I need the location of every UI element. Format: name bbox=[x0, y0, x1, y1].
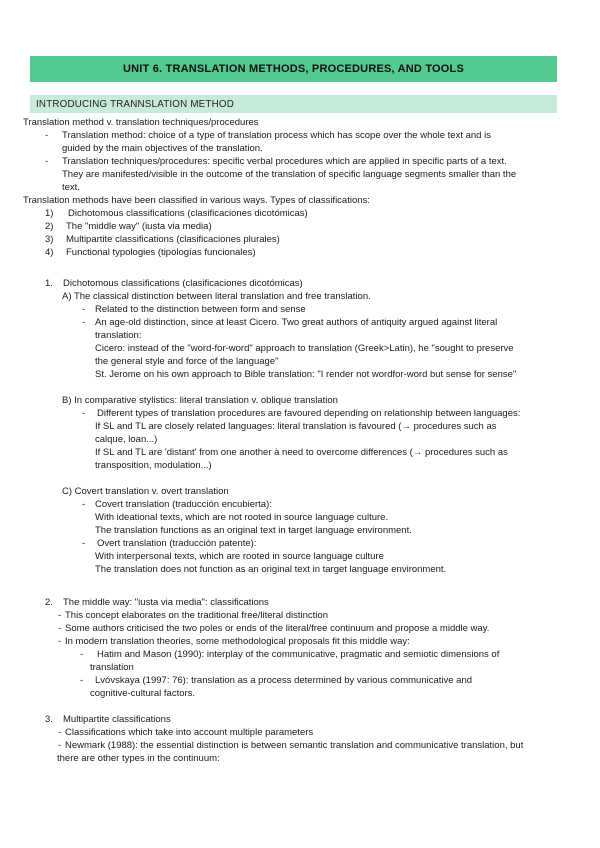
doc-line-text: A) The classical distinction between literal translation and free translation. bbox=[62, 291, 371, 302]
doc-line-text: Translation method: choice of a type of translation process which has scope over the whole text and is bbox=[62, 130, 491, 141]
bullet-marker: - bbox=[82, 408, 86, 419]
doc-line bbox=[0, 342, 600, 355]
doc-line-text: cognitive-cultural factors. bbox=[90, 688, 196, 699]
doc-line bbox=[0, 246, 600, 259]
doc-line bbox=[0, 303, 600, 316]
doc-line bbox=[0, 648, 600, 661]
doc-line-text: Classifications which take into account multiple parameters bbox=[65, 727, 314, 738]
doc-line-text: calque, loan...) bbox=[95, 434, 158, 445]
doc-line-text: Covert translation (traducción encubierta): bbox=[95, 499, 272, 510]
doc-line bbox=[0, 290, 600, 303]
doc-line bbox=[0, 329, 600, 342]
doc-line-text: B) In comparative stylistics: literal translation v. oblique translation bbox=[62, 395, 338, 406]
doc-line bbox=[0, 498, 600, 511]
doc-line-text: there are other types in the continuum: bbox=[57, 753, 220, 764]
doc-line bbox=[0, 687, 600, 700]
doc-line-text: In modern translation theories, some methodological proposals fit this middle way: bbox=[65, 636, 410, 647]
doc-line bbox=[0, 550, 600, 563]
doc-line bbox=[0, 726, 600, 739]
doc-line bbox=[0, 661, 600, 674]
doc-line-text: The translation does not function as an original text in target language environment. bbox=[95, 564, 447, 575]
doc-line bbox=[0, 168, 600, 181]
doc-line-text: Dichotomous classifications (clasificaciones dicotómicas) bbox=[63, 278, 303, 289]
doc-line bbox=[0, 194, 600, 207]
doc-line bbox=[0, 713, 600, 726]
doc-line bbox=[0, 316, 600, 329]
section-header-bar bbox=[30, 95, 557, 113]
doc-line bbox=[0, 355, 600, 368]
doc-line bbox=[0, 116, 600, 129]
unit-title: UNIT 6. TRANSLATION METHODS, PROCEDURES, AND TOOLS bbox=[122, 63, 465, 75]
doc-line-text: Multipartite classifications bbox=[63, 714, 171, 725]
bullet-marker: - bbox=[58, 727, 62, 738]
doc-line bbox=[0, 563, 600, 576]
bullet-marker: - bbox=[82, 499, 86, 510]
doc-line bbox=[0, 674, 600, 687]
doc-line-text: They are manifested/visible in the outcome of the translation of specific language segments smaller than the bbox=[62, 169, 517, 180]
bullet-marker: - bbox=[58, 610, 62, 621]
doc-line-text: translation: bbox=[95, 330, 142, 341]
doc-line-text: An age-old distinction, since at least Cicero. Two great authors of antiquity argued against literal bbox=[95, 317, 498, 328]
doc-line bbox=[0, 459, 600, 472]
doc-line bbox=[0, 368, 600, 381]
doc-line bbox=[0, 739, 600, 752]
doc-line-text: If SL and TL are closely related languages: literal translation is favoured (→ procedures such as bbox=[95, 421, 497, 432]
doc-line bbox=[0, 129, 600, 142]
doc-line bbox=[0, 524, 600, 537]
doc-line-text: translation bbox=[90, 662, 134, 673]
bullet-marker: - bbox=[58, 636, 62, 647]
doc-line bbox=[0, 142, 600, 155]
doc-line-text: Dichotomous classifications (clasificaciones dicotómicas) bbox=[68, 208, 308, 219]
doc-line bbox=[0, 485, 600, 498]
doc-line-text: If SL and TL are 'distant' from one another à need to overcome differences (→ procedures such as bbox=[95, 447, 508, 458]
doc-line-text: Some authors criticised the two poles or ends of the literal/free continuum and propose a middle way. bbox=[65, 623, 490, 634]
doc-line-text: Multipartite classifications (clasificaciones plurales) bbox=[66, 234, 280, 245]
list-number-marker: 3) bbox=[45, 234, 54, 245]
doc-line bbox=[0, 420, 600, 433]
doc-line-text: C) Covert translation v. overt translation bbox=[62, 486, 229, 497]
doc-line-text: Overt translation (traducción patente): bbox=[97, 538, 257, 549]
doc-line bbox=[0, 155, 600, 168]
bullet-marker: - bbox=[82, 304, 86, 315]
doc-line bbox=[0, 220, 600, 233]
doc-line bbox=[0, 207, 600, 220]
doc-line-text: the general style and force of the language" bbox=[95, 356, 279, 367]
doc-line bbox=[0, 609, 600, 622]
list-number-marker: 2) bbox=[45, 221, 54, 232]
list-number-marker: 3. bbox=[45, 714, 53, 725]
doc-line bbox=[0, 635, 600, 648]
bullet-marker: - bbox=[82, 317, 86, 328]
doc-line bbox=[0, 181, 600, 194]
doc-line bbox=[0, 537, 600, 550]
doc-line-text: guided by the main objectives of the translation. bbox=[62, 143, 263, 154]
doc-line-text: transposition, modulation...) bbox=[95, 460, 212, 471]
doc-line bbox=[0, 511, 600, 524]
list-number-marker: 4) bbox=[45, 247, 54, 258]
doc-line bbox=[0, 622, 600, 635]
bullet-marker: - bbox=[58, 740, 62, 751]
bullet-marker: - bbox=[80, 675, 84, 686]
bullet-marker: - bbox=[58, 623, 62, 634]
doc-line bbox=[0, 407, 600, 420]
doc-line-text: Related to the distinction between form and sense bbox=[95, 304, 306, 315]
unit-title-bar bbox=[30, 56, 557, 82]
doc-line-text: Translation techniques/procedures: specific verbal procedures which are applied in specific parts of a text. bbox=[62, 156, 507, 167]
doc-line bbox=[0, 277, 600, 290]
list-number-marker: 1. bbox=[45, 278, 53, 289]
doc-line bbox=[0, 446, 600, 459]
bullet-marker: - bbox=[82, 538, 86, 549]
doc-line-text: Functional typologies (tipologías funcionales) bbox=[66, 247, 256, 258]
doc-line-text: Newmark (1988): the essential distinction is between semantic translation and communicative translation, but bbox=[65, 740, 524, 751]
bullet-marker: - bbox=[45, 130, 49, 141]
list-number-marker: 1) bbox=[45, 208, 54, 219]
doc-line-text: Lvóvskaya (1997: 76): translation as a process determined by various communicative and bbox=[95, 675, 473, 686]
doc-line-text: With interpersonal texts, which are rooted in source language culture bbox=[95, 551, 384, 562]
bullet-marker: - bbox=[80, 649, 84, 660]
doc-line-text: Translation methods have been classified in various ways. Types of classifications: bbox=[23, 195, 370, 206]
bullet-marker: - bbox=[45, 156, 49, 167]
doc-line-text: The middle way: "iusta via media": classifications bbox=[63, 597, 269, 608]
doc-line-text: With ideational texts, which are not rooted in source language culture. bbox=[95, 512, 389, 523]
doc-line-text: The translation functions as an original text in target language environment. bbox=[95, 525, 412, 536]
doc-line-text: The "middle way" (iusta via media) bbox=[66, 221, 212, 232]
doc-line bbox=[0, 596, 600, 609]
doc-line bbox=[0, 433, 600, 446]
list-number-marker: 2. bbox=[45, 597, 53, 608]
doc-line-text: Translation method v. translation techniques/procedures bbox=[23, 117, 259, 128]
doc-line-text: text. bbox=[62, 182, 80, 193]
doc-line-text: St. Jerome on his own approach to Bible translation: "I render not wordfor-word but sense for sense" bbox=[95, 369, 517, 380]
document-body bbox=[0, 116, 600, 765]
doc-line-text: Different types of translation procedures are favoured depending on relationship between languages: bbox=[97, 408, 521, 419]
doc-line-text: This concept elaborates on the traditional free/literal distinction bbox=[65, 610, 328, 621]
doc-line bbox=[0, 233, 600, 246]
doc-line-text: Hatim and Mason (1990): interplay of the communicative, pragmatic and semiotic dimensions of bbox=[97, 649, 500, 660]
doc-line bbox=[0, 394, 600, 407]
section-header: INTRODUCING TRANNSLATION METHOD bbox=[36, 98, 234, 110]
doc-line bbox=[0, 752, 600, 765]
doc-line-text: Cicero: instead of the "word-for-word" approach to translation (Greek>Latin), he "sought to preserve bbox=[95, 343, 514, 354]
